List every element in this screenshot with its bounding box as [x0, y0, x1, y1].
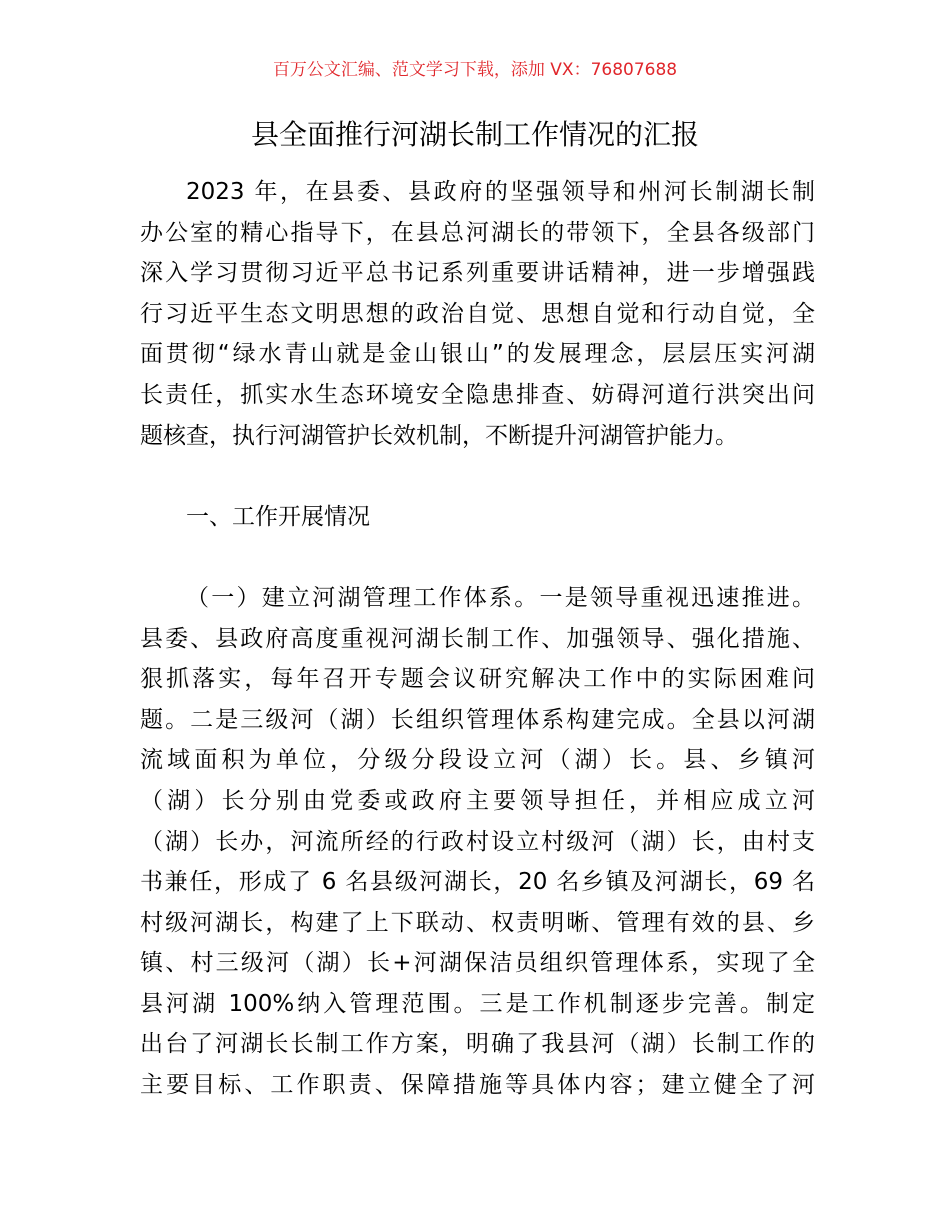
text-line: 长责任，抓实水生态环境安全隐患排查、妨碍河道行洪突出问 [140, 381, 815, 408]
watermark-header: 百万公文汇编、范文学习下载，添加 VX：76807688 [272, 60, 678, 80]
text-line: 办公室的精心指导下，在县总河湖长的带领下，全县各级部门 [140, 219, 815, 246]
text-line: 深入学习贯彻习近平总书记系列重要讲话精神，进一步增强践 [140, 260, 815, 287]
paragraph-work-system [140, 578, 815, 1106]
text-line: 题。二是三级河（湖）长组织管理体系构建完成。全县以河湖 [140, 706, 815, 733]
text-line: 流域面积为单位，分级分段设立河（湖）长。县、乡镇河 [140, 747, 815, 774]
text-line: 出台了河湖长长制工作方案，明确了我县河（湖）长制工作的 [140, 1031, 815, 1058]
paragraph-spacer [140, 456, 815, 497]
text-line: 面贯彻“绿水青山就是金山银山”的发展理念，层层压实河湖 [140, 341, 815, 368]
text-line: （一）建立河湖管理工作体系。一是领导重视迅速推进。 [186, 584, 815, 611]
text-line: 镇、村三级河（湖）长+河湖保洁员组织管理体系，实现了全 [140, 950, 815, 977]
paragraph-spacer [140, 537, 815, 578]
text-line: （湖）长办，河流所经的行政村设立村级河（湖）长，由村支 [140, 828, 815, 855]
section-heading: 一、工作开展情况 [186, 503, 370, 530]
text-line: 狠抓落实，每年召开专题会议研究解决工作中的实际困难问 [140, 666, 815, 693]
text-line: （湖）长分别由党委或政府主要领导担任，并相应成立河 [140, 787, 815, 814]
text-line: 主要目标、工作职责、保障措施等具体内容；建立健全了河 [140, 1072, 815, 1099]
text-line: 2023 年，在县委、县政府的坚强领导和州河长制湖长制 [186, 179, 815, 205]
document-title: 县全面推行河湖长制工作情况的汇报 [250, 118, 699, 151]
text-line: 书兼任，形成了 6 名县级河湖长，20 名乡镇及河湖长，69 名 [140, 869, 815, 896]
paragraph-intro [140, 172, 815, 456]
text-line: 县委、县政府高度重视河湖长制工作、加强领导、强化措施、 [140, 625, 815, 652]
text-line: 题核查，执行河湖管护长效机制，不断提升河湖管护能力。 [140, 422, 738, 449]
text-line: 行习近平生态文明思想的政治自觉、思想自觉和行动自觉，全 [140, 300, 815, 327]
text-line: 村级河湖长，构建了上下联动、权责明晰、管理有效的县、乡 [140, 909, 815, 936]
document-body [140, 172, 815, 1106]
text-line: 县河湖 100%纳入管理范围。三是工作机制逐步完善。制定 [140, 990, 815, 1017]
